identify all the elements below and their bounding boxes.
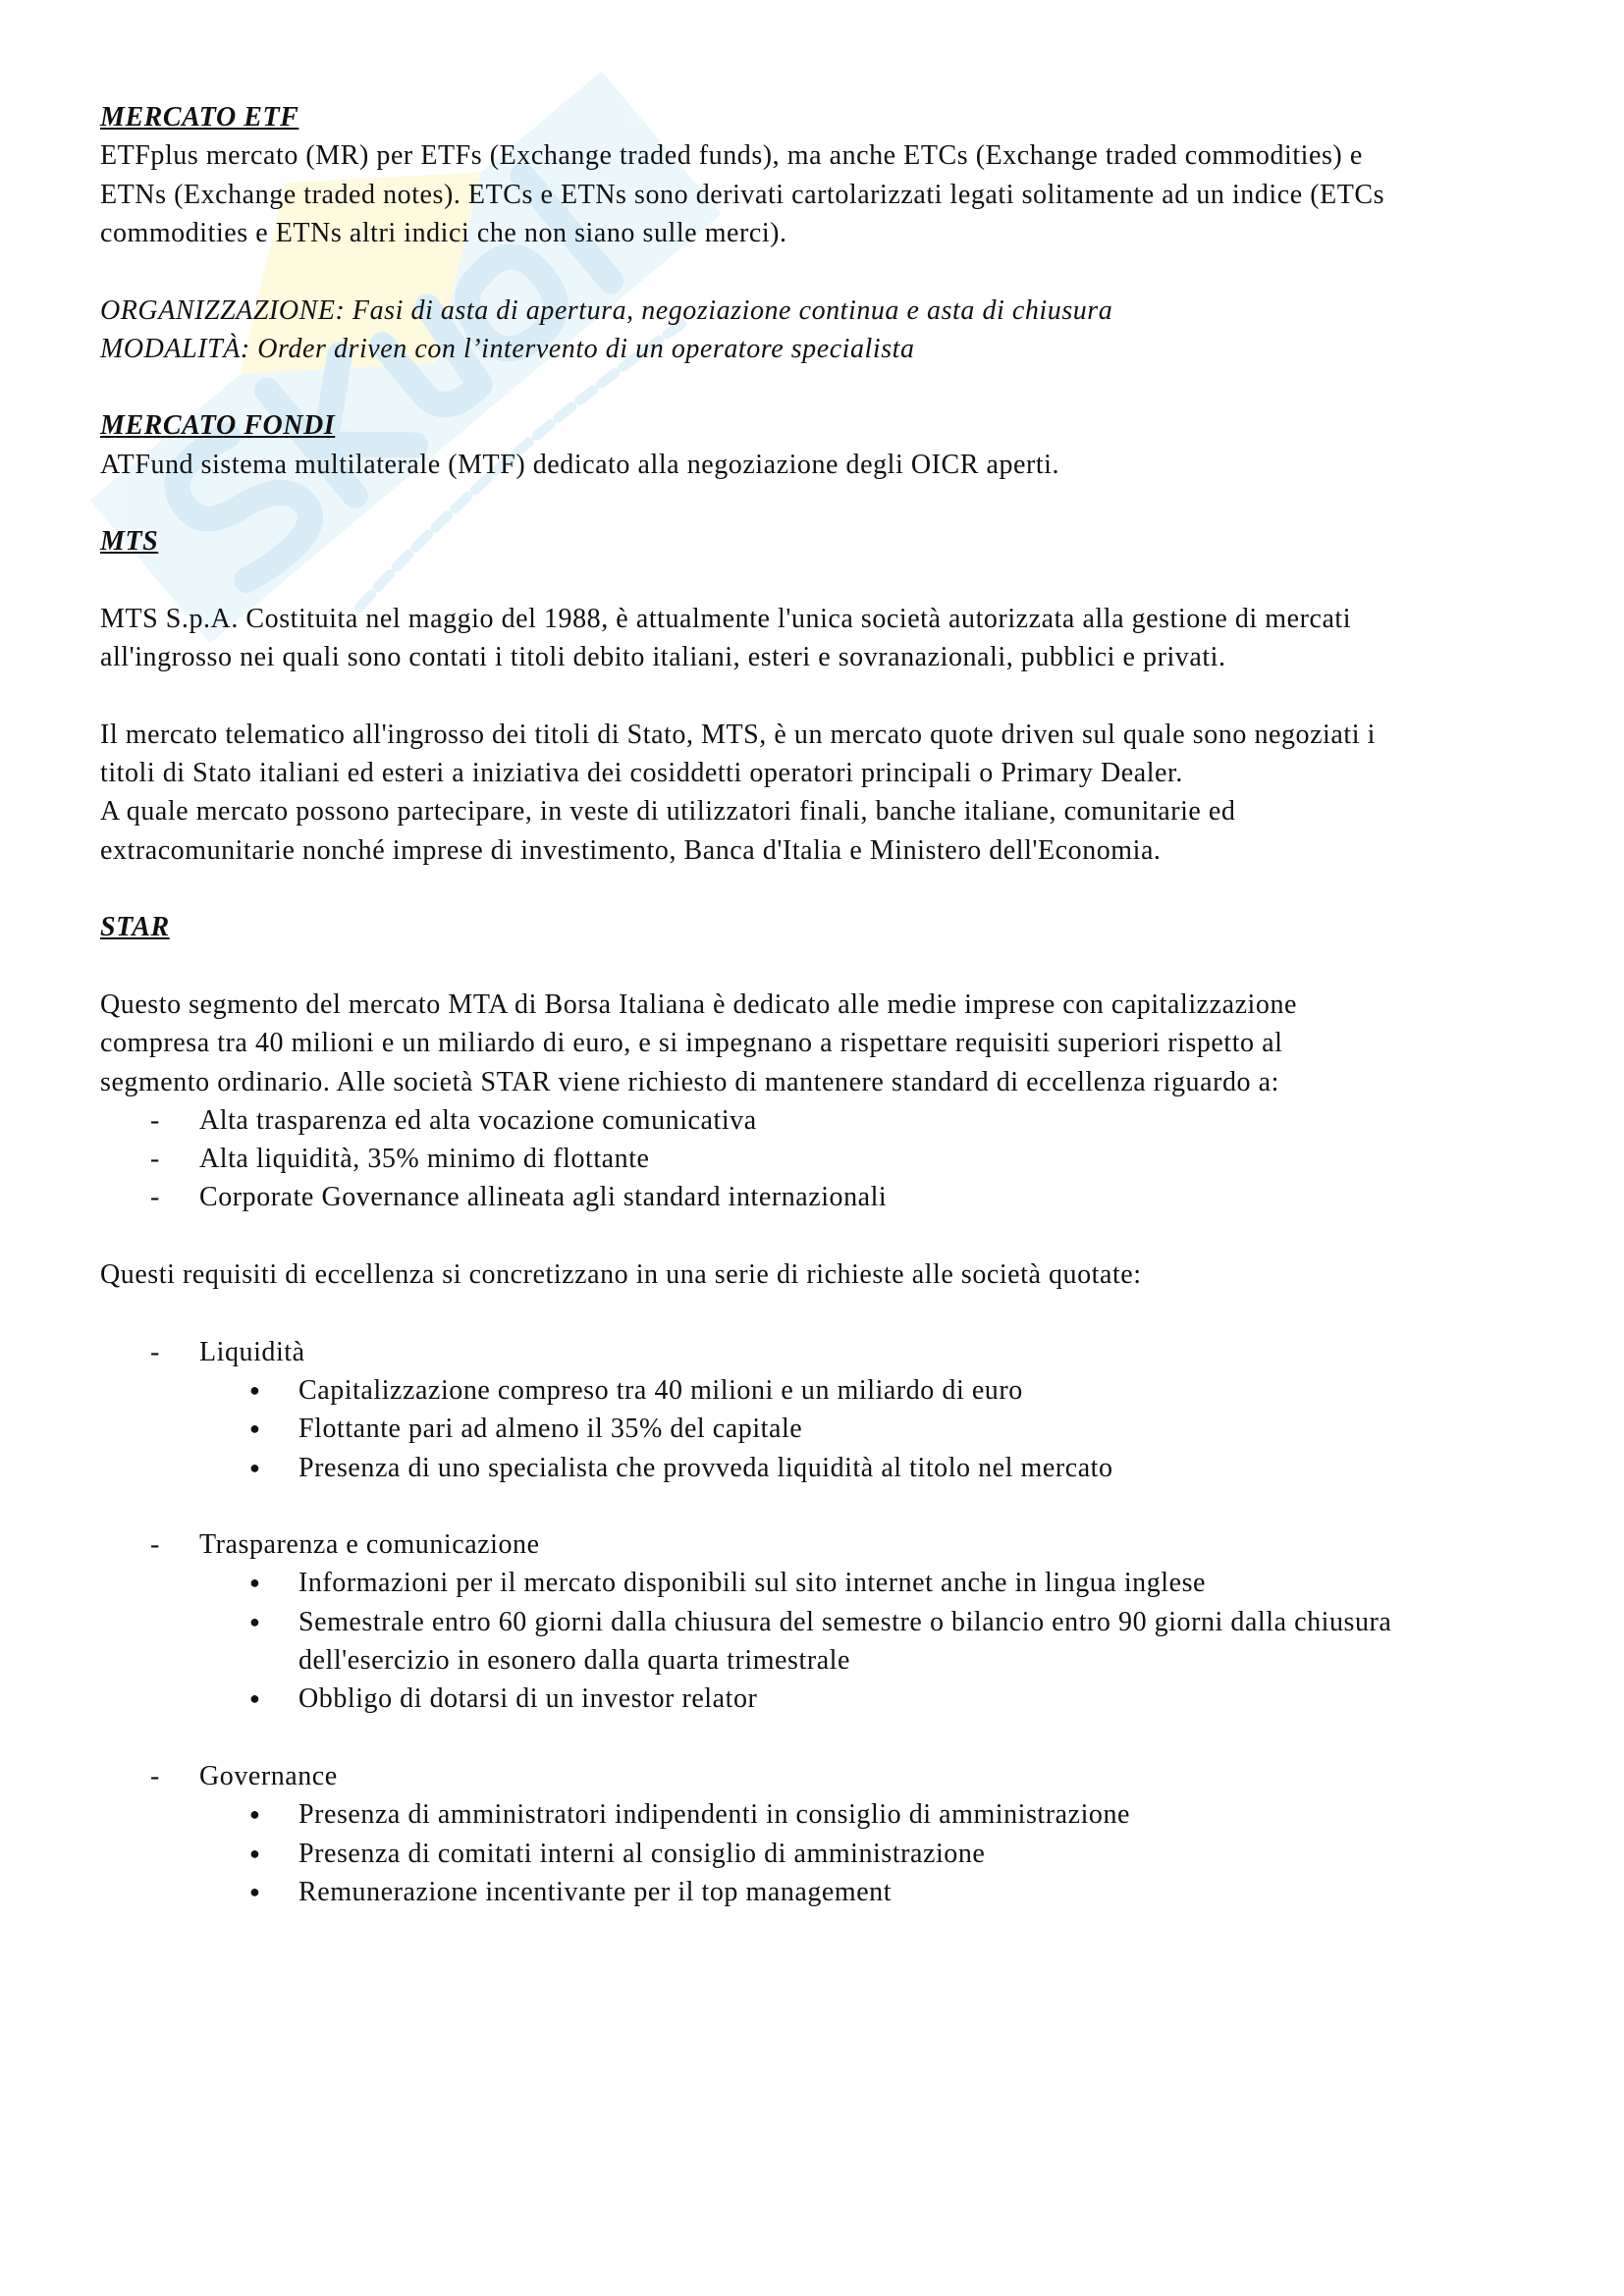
list-item: Presenza di comitati interni al consiglio di amministrazione bbox=[298, 1838, 986, 1869]
section-heading: STAR bbox=[100, 912, 170, 943]
bullet-icon: ● bbox=[249, 1804, 260, 1825]
paragraph-line: ORGANIZZAZIONE: Fasi di asta di apertura, negoziazione continua e asta di chiusura bbox=[100, 294, 1113, 326]
paragraph-line: A quale mercato possono partecipare, in veste di utilizzatori finali, banche italiane, comunitarie ed bbox=[100, 796, 1236, 828]
list-item: Presenza di uno specialista che provveda liquidità al titolo nel mercato bbox=[298, 1452, 1113, 1483]
dash-marker: - bbox=[150, 1529, 160, 1561]
bullet-icon: ● bbox=[249, 1379, 260, 1400]
dash-marker: - bbox=[150, 1182, 160, 1213]
section-heading: MERCATO ETF bbox=[100, 102, 299, 133]
list-item: Flottante pari ad almeno il 35% del capitale bbox=[298, 1414, 803, 1445]
dash-marker: - bbox=[150, 1336, 160, 1367]
list-item: dell'esercizio in esonero dalla quarta trimestrale bbox=[298, 1645, 850, 1676]
bullet-icon: ● bbox=[249, 1457, 260, 1477]
bullet-icon: ● bbox=[249, 1573, 260, 1593]
list-item: Semestrale entro 60 giorni dalla chiusura del semestre o bilancio entro 90 giorni dalla chiusura bbox=[298, 1606, 1392, 1637]
list-item: Obbligo di dotarsi di un investor relator bbox=[298, 1683, 758, 1715]
paragraph-line: compresa tra 40 milioni e un miliardo di euro, e si impegnano a rispettare requisiti superiori rispetto al bbox=[100, 1028, 1283, 1059]
list-item: Alta liquidità, 35% minimo di flottante bbox=[199, 1144, 650, 1175]
bullet-icon: ● bbox=[249, 1688, 260, 1709]
list-item: Liquidità bbox=[199, 1336, 305, 1367]
bullet-icon: ● bbox=[249, 1842, 260, 1863]
bullet-icon: ● bbox=[249, 1611, 260, 1631]
paragraph-line: commodities e ETNs altri indici che non siano sulle merci). bbox=[100, 217, 787, 248]
paragraph-line: all'ingrosso nei quali sono contati i titoli debito italiani, esteri e sovranazionali, pubblici e privati. bbox=[100, 642, 1226, 673]
list-item: Corporate Governance allineata agli standard internazionali bbox=[199, 1182, 888, 1213]
list-item: Informazioni per il mercato disponibili sul sito internet anche in lingua inglese bbox=[298, 1568, 1206, 1599]
list-item: Alta trasparenza ed alta vocazione comunicativa bbox=[199, 1104, 757, 1136]
list-item: Remunerazione incentivante per il top management bbox=[298, 1876, 893, 1907]
paragraph-line: segmento ordinario. Alle società STAR viene richiesto di mantenere standard di eccellenza riguardo a: bbox=[100, 1066, 1279, 1097]
list-item: Capitalizzazione compreso tra 40 milioni e un miliardo di euro bbox=[298, 1374, 1023, 1406]
paragraph-line: titoli di Stato italiani ed esteri a iniziativa dei cosiddetti operatori principali o Primary Dealer. bbox=[100, 758, 1183, 789]
paragraph-line: Questo segmento del mercato MTA di Borsa Italiana è dedicato alle medie imprese con capitalizzazione bbox=[100, 988, 1297, 1020]
list-item: Trasparenza e comunicazione bbox=[199, 1529, 540, 1561]
dash-marker: - bbox=[150, 1104, 160, 1136]
paragraph-line: MTS S.p.A. Costituita nel maggio del 1988, è attualmente l'unica società autorizzata alla gestione di mercati bbox=[100, 603, 1352, 634]
section-heading: MERCATO FONDI bbox=[100, 410, 336, 442]
paragraph-line: ATFund sistema multilaterale (MTF) dedicato alla negoziazione degli OICR aperti. bbox=[100, 449, 1060, 480]
dash-marker: - bbox=[150, 1144, 160, 1175]
dash-marker: - bbox=[150, 1760, 160, 1791]
bullet-icon: ● bbox=[249, 1418, 260, 1439]
paragraph-line: Questi requisiti di eccellenza si concretizzano in una serie di richieste alle società quotate: bbox=[100, 1259, 1142, 1290]
list-item: Governance bbox=[199, 1760, 338, 1791]
paragraph-line: extracomunitarie nonché imprese di investimento, Banca d'Italia e Ministero dell'Economia. bbox=[100, 834, 1162, 866]
paragraph-line: Il mercato telematico all'ingrosso dei titoli di Stato, MTS, è un mercato quote driven sul quale sono negoziati i bbox=[100, 719, 1376, 750]
bullet-icon: ● bbox=[249, 1881, 260, 1901]
section-heading: MTS bbox=[100, 526, 159, 558]
paragraph-line: ETFplus mercato (MR) per ETFs (Exchange traded funds), ma anche ETCs (Exchange traded commodities) e bbox=[100, 140, 1363, 172]
list-item: Presenza di amministratori indipendenti in consiglio di amministrazione bbox=[298, 1799, 1130, 1831]
paragraph-line: MODALITÀ: Order driven con l’intervento di un operatore specialista bbox=[100, 333, 915, 364]
paragraph-line: ETNs (Exchange traded notes). ETCs e ETNs sono derivati cartolarizzati legati solitamente ad un indice (ETCs bbox=[100, 179, 1385, 210]
